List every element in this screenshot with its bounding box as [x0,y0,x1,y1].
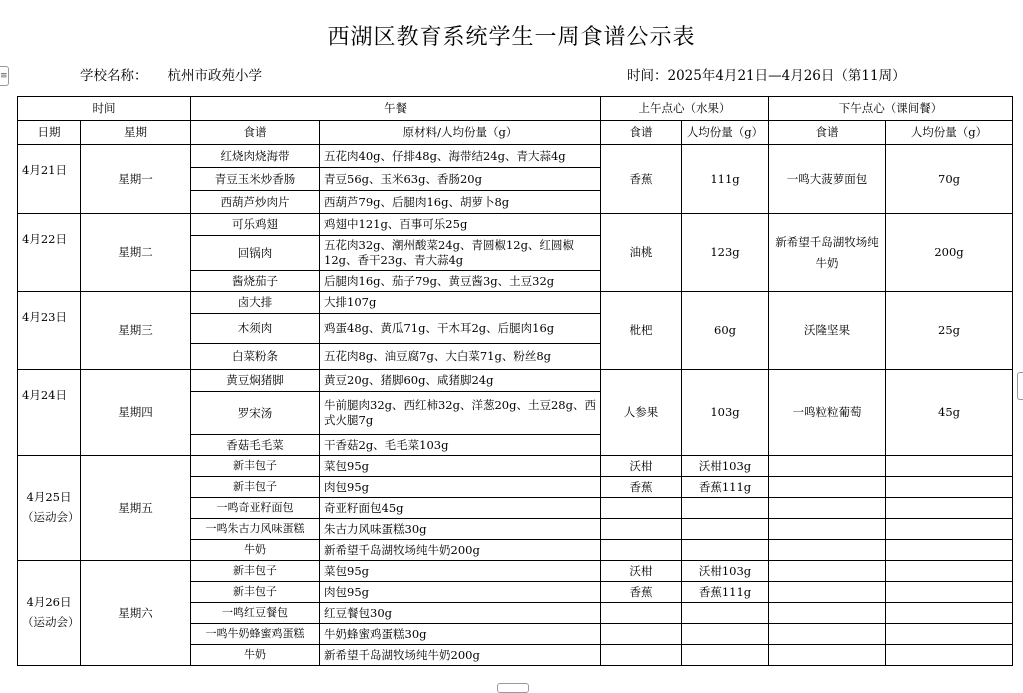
afternoon-snack-name: 一鸣大菠萝面包 [769,145,886,214]
dish-name: 西葫芦炒肉片 [191,191,320,214]
dish-ingredients: 朱古力风味蛋糕30g [320,519,601,540]
table-row [18,145,1013,168]
dish-ingredients: 干香菇2g、毛毛菜103g [320,435,601,456]
header-ingredients: 原材料/人均份量（g） [320,121,601,145]
dish-ingredients: 西葫芦79g、后腿肉16g、胡萝卜8g [320,191,601,214]
morning-snack-portion: 103g [682,370,769,456]
dish-name: 一鸣牛奶蜂蜜鸡蛋糕 [191,624,320,645]
dish-ingredients: 鸡蛋48g、黄瓜71g、干木耳2g、后腿肉16g [320,314,601,344]
dish-ingredients: 青豆56g、玉米63g、香肠20g [320,168,601,191]
dish-name: 牛奶 [191,645,320,666]
afternoon-snack-name [769,498,886,519]
dish-ingredients: 肉包95g [320,477,601,498]
morning-snack-portion: 香蕉111g [682,582,769,603]
dish-name: 新丰包子 [191,582,320,603]
event-note: （运动会） [22,510,80,524]
morning-snack-name: 沃柑 [601,561,682,582]
morning-snack-portion: 60g [682,292,769,370]
morning-snack-name: 香蕉 [601,582,682,603]
school-label: 学校名称： [80,68,148,84]
dish-name: 回锅肉 [191,236,320,271]
weekday-cell: 星期三 [81,292,191,370]
afternoon-snack-portion [886,624,1013,645]
morning-snack-name: 枇杷 [601,292,682,370]
header-dish: 食谱 [191,121,320,145]
event-date: 4月26日 [26,595,72,610]
morning-snack-name [601,498,682,519]
header-morning-portion: 人均份量（g） [682,121,769,145]
date-cell: 4月24日 [18,370,81,456]
afternoon-snack-name [769,624,886,645]
dish-ingredients: 新希望千岛湖牧场纯牛奶200g [320,540,601,561]
afternoon-snack-portion [886,477,1013,498]
afternoon-snack-name [769,561,886,582]
dish-ingredients: 后腿肉16g、茄子79g、黄豆酱3g、土豆32g [320,271,601,292]
header-weekday: 星期 [81,121,191,145]
afternoon-snack-name: 新希望千岛湖牧场纯牛奶 [769,214,886,292]
afternoon-snack-name [769,645,886,666]
header-afternoon-dish: 食谱 [769,121,886,145]
dish-name: 木须肉 [191,314,320,344]
morning-snack-portion [682,498,769,519]
afternoon-snack-portion: 200g [886,214,1013,292]
afternoon-snack-portion [886,582,1013,603]
right-panel-handle[interactable] [1017,372,1023,400]
afternoon-snack-portion [886,561,1013,582]
date-range: 时间：2025年4月21日—4月26日（第11周） [627,68,906,84]
dish-ingredients: 五花肉32g、潮州酸菜24g、青圆椒12g、红圆椒12g、香干23g、青大蒜4g [320,236,601,271]
afternoon-snack-name: 沃隆坚果 [769,292,886,370]
dish-name: 酱烧茄子 [191,271,320,292]
weekday-cell: 星期四 [81,370,191,456]
dish-ingredients: 牛奶蜂蜜鸡蛋糕30g [320,624,601,645]
dish-ingredients: 菜包95g [320,561,601,582]
table-row [18,370,1013,392]
dish-ingredients: 黄豆20g、猪脚60g、咸猪脚24g [320,370,601,392]
dish-ingredients: 五花肉8g、油豆腐7g、大白菜71g、粉丝8g [320,344,601,370]
date-cell: 4月21日 [18,145,81,214]
afternoon-snack-portion [886,540,1013,561]
table-row [18,456,1013,477]
dish-name: 红烧肉烧海带 [191,145,320,168]
school-info [80,64,262,84]
dish-name: 新丰包子 [191,477,320,498]
morning-snack-portion [682,603,769,624]
afternoon-snack-name [769,582,886,603]
dish-ingredients: 新希望千岛湖牧场纯牛奶200g [320,645,601,666]
dish-ingredients: 大排107g [320,292,601,314]
event-note: （运动会） [22,615,80,629]
dish-name: 新丰包子 [191,561,320,582]
dish-name: 可乐鸡翅 [191,214,320,236]
event-date: 4月25日 [26,490,72,505]
event-date-cell [18,561,81,666]
morning-snack-portion: 123g [682,214,769,292]
morning-snack-name: 香蕉 [601,477,682,498]
dish-ingredients: 菜包95g [320,456,601,477]
header-lunch: 午餐 [191,97,601,121]
weekday-cell: 星期一 [81,145,191,214]
dish-ingredients: 奇亚籽面包45g [320,498,601,519]
morning-snack-name: 油桃 [601,214,682,292]
morning-snack-name [601,519,682,540]
weekday-cell: 星期五 [81,456,191,561]
dish-name: 青豆玉米炒香肠 [191,168,320,191]
morning-snack-name [601,540,682,561]
afternoon-snack-name: 一鸣粒粒葡萄 [769,370,886,456]
date-cell: 4月22日 [18,214,81,292]
header-morning-snack: 上午点心（水果） [601,97,769,121]
afternoon-snack-portion: 70g [886,145,1013,214]
afternoon-snack-portion [886,456,1013,477]
morning-snack-portion: 沃柑103g [682,561,769,582]
afternoon-snack-portion [886,645,1013,666]
morning-snack-name: 香蕉 [601,145,682,214]
morning-snack-portion [682,645,769,666]
page-title: 西湖区教育系统学生一周食谱公示表 [327,25,696,50]
dish-name: 罗宋汤 [191,392,320,435]
dish-name: 一鸣朱古力风味蛋糕 [191,519,320,540]
school-name: 杭州市政苑小学 [167,68,262,84]
dish-name: 白菜粉条 [191,344,320,370]
morning-snack-portion: 沃柑103g [682,456,769,477]
header-morning-dish: 食谱 [601,121,682,145]
table-row [18,561,1013,582]
morning-snack-portion [682,624,769,645]
table-row [18,214,1013,236]
morning-snack-name: 人参果 [601,370,682,456]
afternoon-snack-portion [886,603,1013,624]
bottom-scroll-handle[interactable] [497,683,529,693]
afternoon-snack-name [769,603,886,624]
dish-name: 黄豆焖猪脚 [191,370,320,392]
menu-table [17,96,1013,666]
dish-name: 香菇毛毛菜 [191,435,320,456]
morning-snack-name [601,603,682,624]
dish-name: 卤大排 [191,292,320,314]
morning-snack-portion: 香蕉111g [682,477,769,498]
morning-snack-name: 沃柑 [601,456,682,477]
weekday-cell: 星期六 [81,561,191,666]
dish-name: 一鸣红豆餐包 [191,603,320,624]
morning-snack-name [601,624,682,645]
dish-ingredients: 肉包95g [320,582,601,603]
afternoon-snack-portion [886,498,1013,519]
header-time: 时间 [18,97,191,121]
morning-snack-portion [682,540,769,561]
header-date: 日期 [18,121,81,145]
dish-ingredients: 红豆餐包30g [320,603,601,624]
morning-snack-portion [682,519,769,540]
table-row [18,292,1013,314]
afternoon-snack-portion: 45g [886,370,1013,456]
date-cell: 4月23日 [18,292,81,370]
dish-name: 新丰包子 [191,456,320,477]
header-afternoon-portion: 人均份量（g） [886,121,1013,145]
weekday-cell: 星期二 [81,214,191,292]
afternoon-snack-name [769,477,886,498]
event-date-cell [18,456,81,561]
left-panel-handle[interactable]: ≡ [0,66,9,86]
afternoon-snack-name [769,519,886,540]
dish-name: 牛奶 [191,540,320,561]
dish-ingredients: 鸡翅中121g、百事可乐25g [320,214,601,236]
afternoon-snack-name [769,456,886,477]
morning-snack-name [601,645,682,666]
afternoon-snack-portion [886,519,1013,540]
menu-body [18,97,1013,666]
dish-ingredients: 牛前腿肉32g、西红柿32g、洋葱20g、土豆28g、西式火腿7g [320,392,601,435]
afternoon-snack-name [769,540,886,561]
dish-ingredients: 五花肉40g、仔排48g、海带结24g、青大蒜4g [320,145,601,168]
morning-snack-portion: 111g [682,145,769,214]
header-afternoon-snack: 下午点心（课间餐） [769,97,1013,121]
afternoon-snack-portion: 25g [886,292,1013,370]
dish-name: 一鸣奇亚籽面包 [191,498,320,519]
